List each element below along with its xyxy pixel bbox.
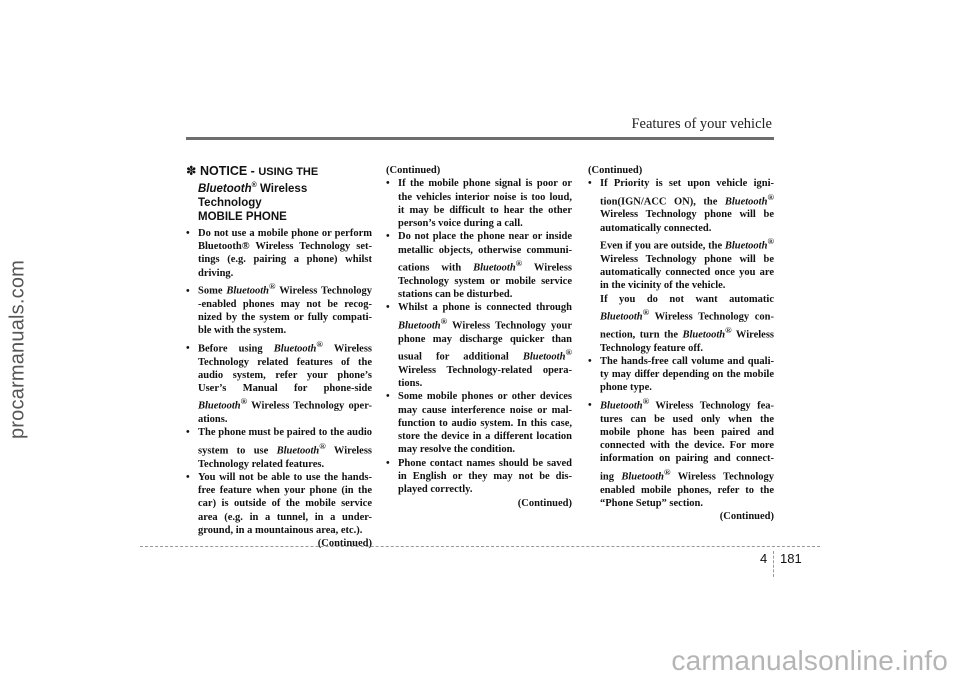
- list-item: • Before using Bluetooth® Wireless Technology related features of the audio system, refer your phone’s User’s Manual for phone-side Bluetooth® Wireless Technology oper-ations.: [186, 338, 373, 426]
- column-3: [588, 164, 774, 523]
- column-1: [186, 164, 372, 551]
- list-item: • The hands-free call volume and quali-ty may differ depending on the mobile phone type.: [588, 355, 774, 394]
- page-header-title: Features of your vehicle: [631, 116, 772, 132]
- list-item: • If the mobile phone signal is poor or the vehicles interior noise is too loud, it may be difficult to hear the other person’s voice during a call.: [386, 178, 572, 230]
- list-item: • Do not place the phone near or inside metallic objects, otherwise communi-cations with Bluetooth® Wireless Technology system or mobile service stations can be disturbed.: [386, 231, 572, 301]
- list-item: • If Priority is set upon vehicle igni-tion(IGN/ACC ON), the Bluetooth® Wireless Technology phone will be automatically connected.: [588, 178, 774, 234]
- continued-label: (Continued): [719, 511, 774, 523]
- notice-title-3: MOBILE PHONE: [198, 210, 287, 223]
- notice-title-2-sup: ®: [251, 182, 257, 189]
- notice-heading: [186, 164, 372, 224]
- list-item: • Some Bluetooth® Wireless Technology -enabled phones may not be recog-nized by the system or fully compati-ble with the system.: [186, 281, 373, 337]
- list-item: • Bluetooth® Wireless Technology fea-tures can be used only when the mobile phone has been paired and connected with the device. For more information on pairing and connect-ing Bluetooth® Wireless Technology enabled mobile phones, refer to the “Phone Setup” section.: [588, 395, 774, 509]
- column-2: [386, 164, 572, 510]
- header-rule: [186, 137, 774, 140]
- page-number: 181: [780, 551, 802, 566]
- list-item: • You will not be able to use the hands-free feature when your phone (in the car) is outside of the mobile service area (e.g. in a tunnel, in a under-ground, in a mountainous area, etc.).: [186, 471, 372, 537]
- list-item: • Some mobile phones or other devices may cause interference noise or mal-function to audio system. In this case, store the device in a different location may resolve the condition.: [386, 391, 572, 456]
- list-item: • The phone must be paired to the audio system to use Bluetooth® Wireless Technology related features.: [186, 427, 372, 470]
- list-item-continuation: If you do not want automatic Bluetooth® Wireless Technology con-nection, turn the Bluetooth® Wireless Technology feature off.: [600, 293, 775, 354]
- notice-title-1: USING THE: [258, 166, 319, 178]
- chapter-number: 4: [760, 551, 768, 566]
- list-item: • Whilst a phone is connected through Bluetooth® Wireless Technology your phone may discharge quicker than usual for additional Bluetooth® Wireless Technology-related opera-tions.: [386, 302, 572, 389]
- continued-label: (Continued): [317, 538, 372, 550]
- list-item: • Phone contact names should be saved in English or they may not be dis-played correctly.: [386, 457, 572, 496]
- notice-title-2: Wireless Technology: [198, 182, 308, 209]
- continued-top-label: (Continued): [386, 165, 441, 176]
- page-number-divider: [773, 551, 774, 577]
- list-item-continuation: Even if you are outside, the Bluetooth® Wireless Technology phone will be automatically connected once you are in the vicinity of the vehicle.: [600, 235, 774, 292]
- footer-rule: [140, 546, 820, 547]
- notice-title-2-brand: Bluetooth: [198, 182, 252, 195]
- notice-label: NOTICE -: [199, 164, 259, 178]
- bottom-watermark: carmanualsonline.info: [671, 645, 948, 676]
- notice-symbol-icon: ✽: [186, 164, 197, 178]
- continued-label: (Continued): [517, 497, 572, 509]
- side-watermark: procarmanuals.com: [6, 259, 29, 440]
- list-item: • Do not use a mobile phone or perform Bluetooth® Wireless Technology set-tings (e.g. pairing a phone) whilst driving.: [186, 227, 372, 279]
- continued-top-label: (Continued): [588, 165, 643, 176]
